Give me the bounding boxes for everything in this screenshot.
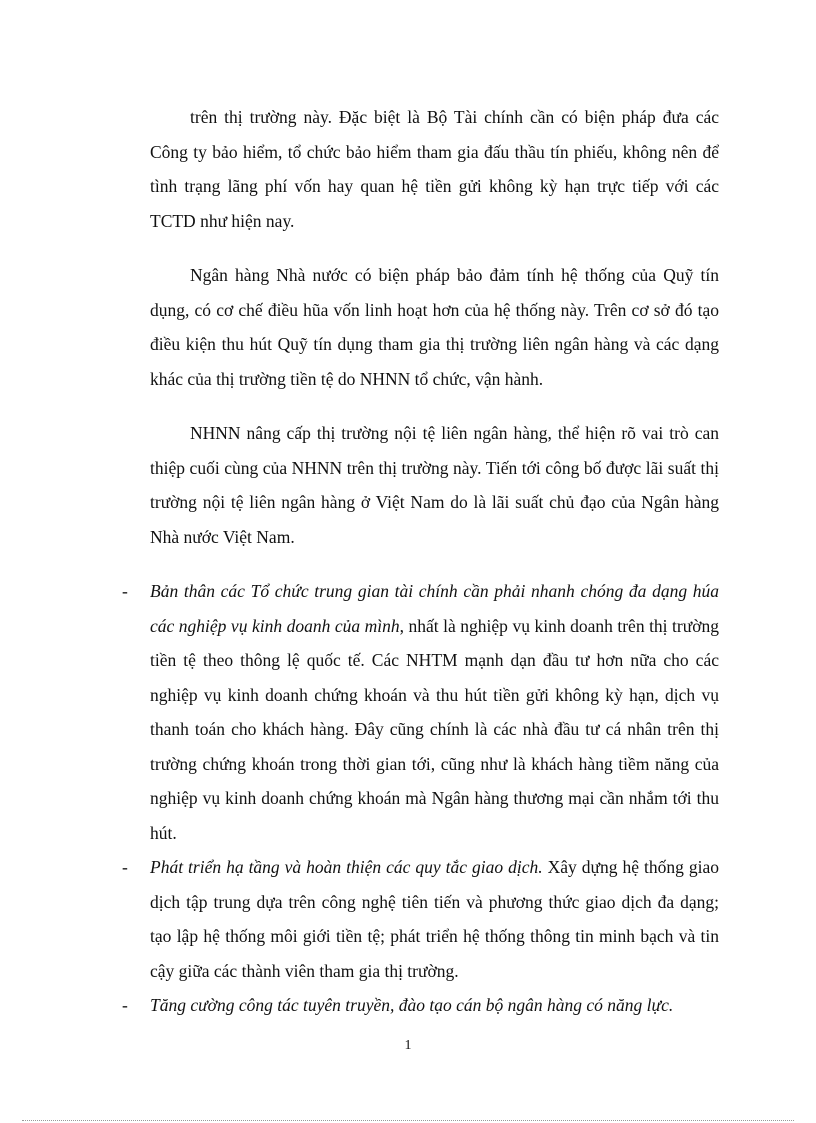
bullet-text: , nhất là nghiệp vụ kinh doanh trên thị trường tiền tệ theo thông lệ quốc tế. Các NHTM mạnh dạn đầu tư hơn nữa cho các nghiệp vụ kinh doanh chứng khoán và thu hút tiền gửi không kỳ hạn, dịch vụ thanh toán cho khách hàng. Đây cũng chính là các nhà đầu tư cá nhân trên thị trường chứng khoán trong thời gian tới, cũng như là khách hàng tiềm năng của nghiệp vụ kinh doanh chứng khoán mà Ngân hàng thương mại cần nhắm tới thu hút. [150,615,719,843]
bullet-marker: - [122,581,128,601]
page-divider [22,1120,794,1121]
bullet-item-3 [122,988,719,1023]
bullet-heading: Bản thân các Tổ chức trung gian tài chính cần phải nhanh chóng đa dạng húa các nghiệp vụ kinh doanh của mình [150,581,719,636]
bullet-item-2 [122,850,719,988]
paragraph-3: NHNN nâng cấp thị trường nội tệ liên ngân hàng, thể hiện rõ vai trò can thiệp cuối cùng của NHNN trên thị trường này. Tiến tới công bố được lãi suất thị trường nội tệ liên ngân hàng ở Việt Nam do là lãi suất chủ đạo của Ngân hàng Nhà nước Việt Nam. [150,423,719,547]
paragraph-1: trên thị trường này. Đặc biệt là Bộ Tài chính cần có biện pháp đưa các Công ty bảo hiểm, tổ chức bảo hiểm tham gia đấu thầu tín phiếu, không nên để tình trạng lãng phí vốn hay quan hệ tiền gửi không kỳ hạn trực tiếp với các TCTD như hiện nay. [150,107,719,231]
paragraph-2: Ngân hàng Nhà nước có biện pháp bảo đảm tính hệ thống của Quỹ tín dụng, có cơ chế điều hũa vốn linh hoạt hơn của hệ thống này. Trên cơ sở đó tạo điều kiện thu hút Quỹ tín dụng tham gia thị trường liên ngân hàng và các dạng khác của thị trường tiền tệ do NHNN tổ chức, vận hành. [150,265,719,389]
bullet-marker: - [122,995,128,1015]
bullet-heading: Tăng cường công tác tuyên truyền, đào tạo cán bộ ngân hàng có năng lực. [150,995,674,1015]
bullet-item-1 [122,574,719,850]
document-body [122,100,719,1023]
bullet-text: Xây dựng hệ thống giao dịch tập trung dựa trên công nghệ tiên tiến và phương thức giao dịch đa dạng; tạo lập hệ thống môi giới tiền tệ; phát triển hệ thống thông tin minh bạch và tin cậy giữa các thành viên tham gia thị trường. [150,857,719,981]
bullet-heading: Phát triển hạ tầng và hoàn thiện các quy tắc giao dịch. [150,857,543,877]
page-number: 1 [404,1038,412,1053]
bullet-marker: - [122,857,128,877]
